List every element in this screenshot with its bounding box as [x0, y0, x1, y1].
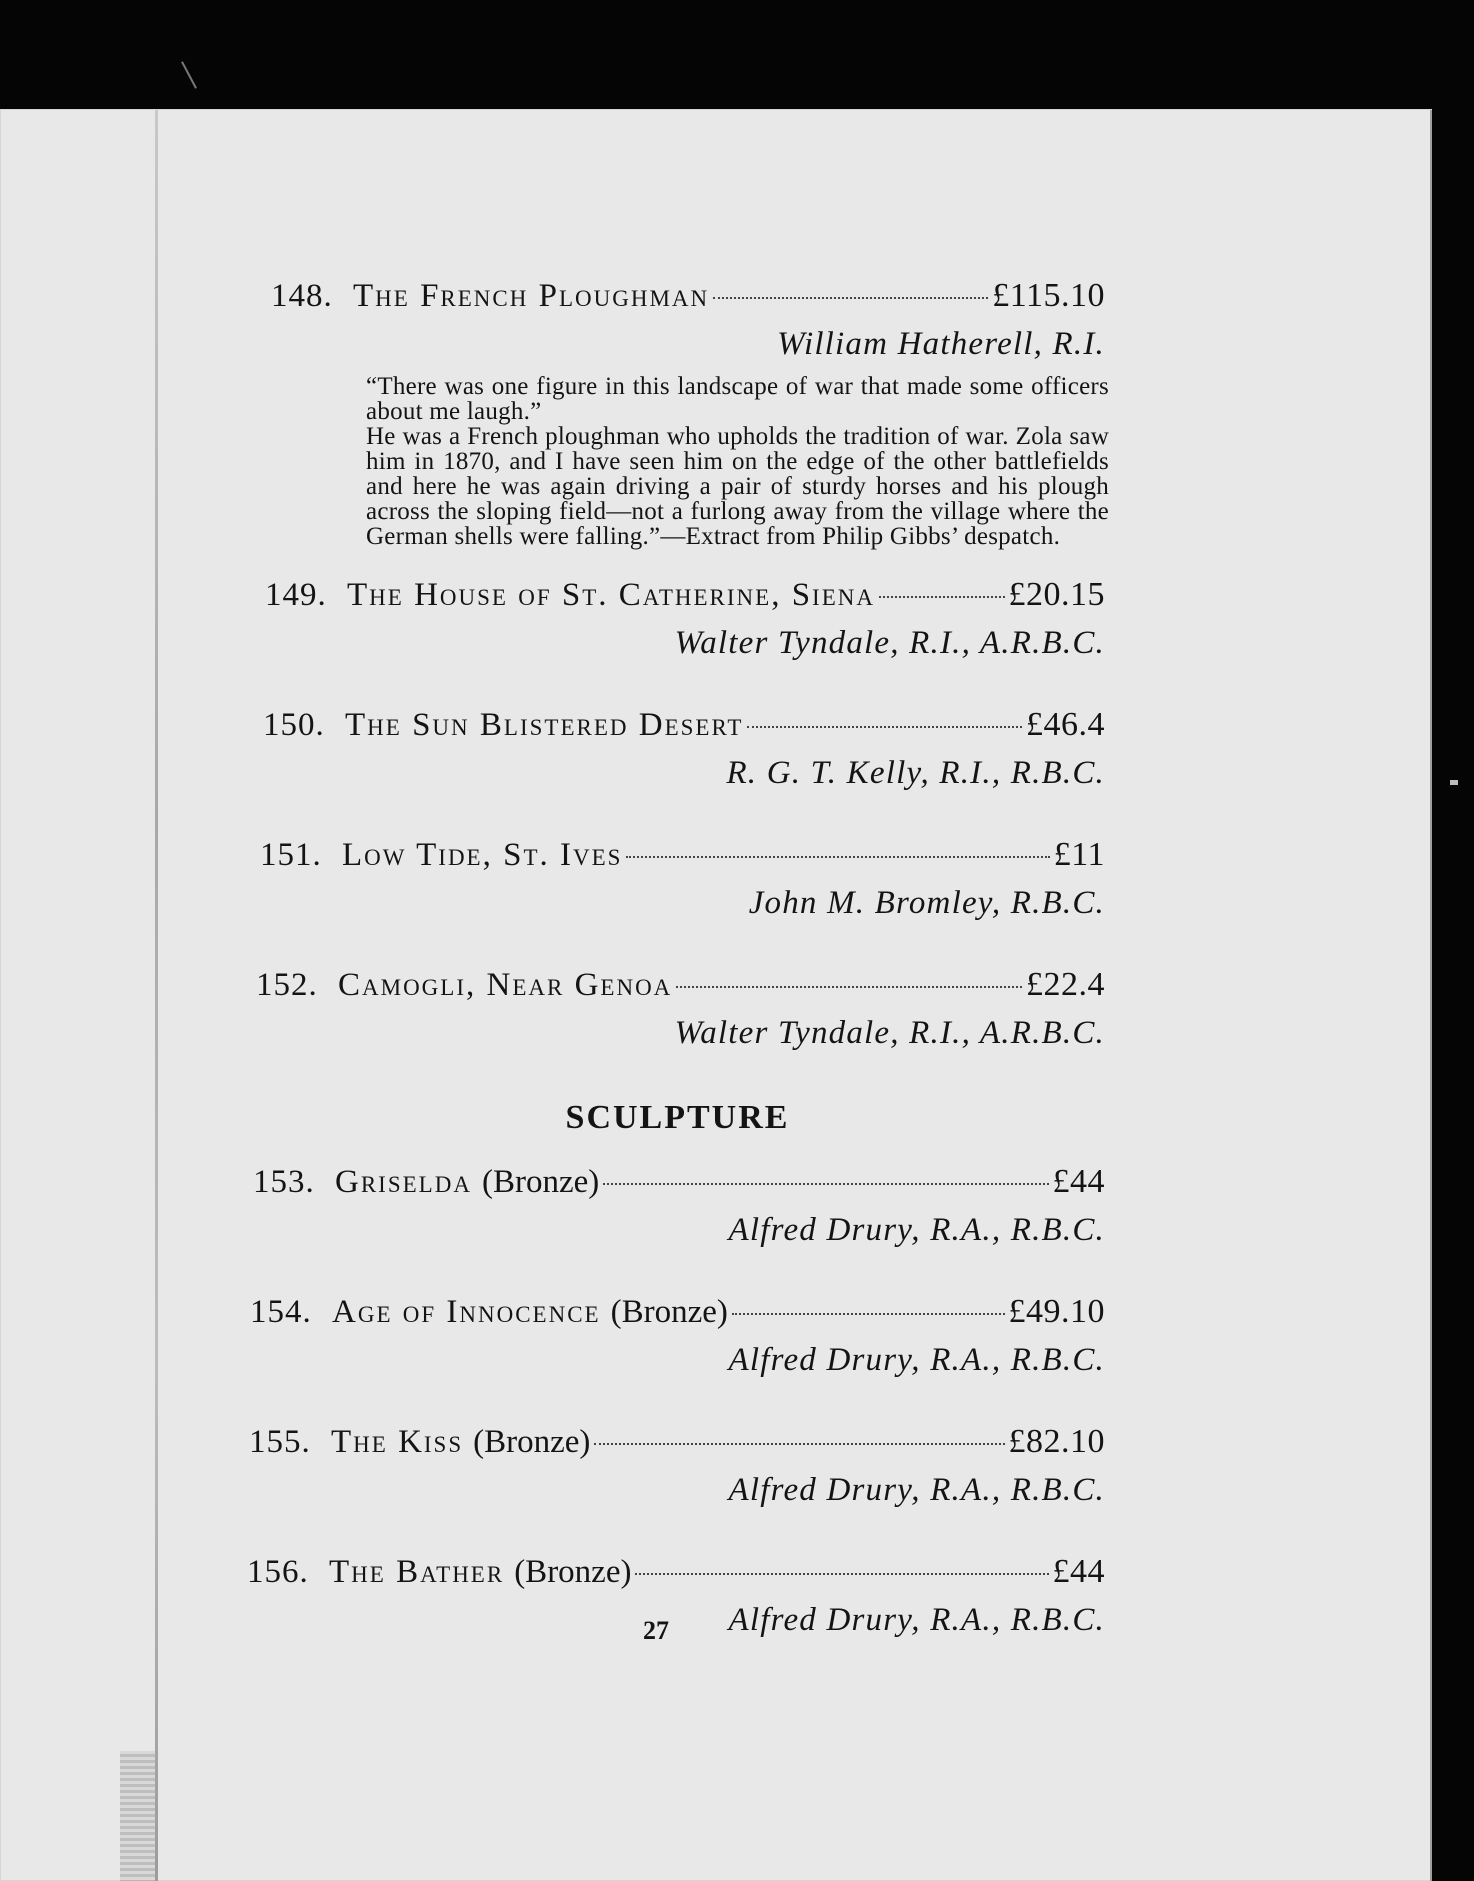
artist-name: Alfred Drury, R.A., R.B.C. [728, 1212, 1105, 1248]
catalog-entry-151 [260, 831, 1105, 927]
artwork-title: The Sun Blistered Desert [345, 707, 744, 743]
entry-title-line [249, 1418, 1105, 1466]
entry-title-line [271, 272, 1105, 320]
page-gutter [155, 110, 158, 1881]
artwork-price: £44 [1052, 1163, 1105, 1200]
entry-title-line [250, 1288, 1105, 1336]
catalog-entry-149 [265, 571, 1105, 667]
catalog-entry-150 [263, 701, 1105, 797]
price-leader-dots [603, 1181, 1048, 1185]
scan-artifact-mark [181, 61, 197, 88]
artwork-title: The Kiss [331, 1424, 464, 1460]
page-right-edge [1430, 110, 1432, 1881]
quote-paragraph: “There was one figure in this landscape of war that made some officers about me laugh.” [366, 373, 1109, 425]
artwork-price: £44 [1052, 1553, 1105, 1590]
medium-label: (Bronze) [473, 1424, 591, 1460]
section-heading: SCULPTURE [565, 1099, 790, 1136]
artwork-title: The French Ploughman [353, 278, 710, 314]
artwork-title: The House of St. Catherine, Siena [347, 577, 875, 613]
quote-paragraph: He was a French ploughman who upholds the tradition of war. Zola saw him in 1870, and I have seen him on the edge of the other battlefields and here he was again driving a pair of sturdy horses and his plough across the sloping field—not a furlong away from the village where the German shells were falling.”—Extract from Philip Gibbs’ despatch. [366, 423, 1109, 550]
entry-number: 154. [250, 1294, 312, 1330]
medium-label: (Bronze) [514, 1554, 632, 1590]
price-leader-dots [879, 594, 1005, 598]
price-leader-dots [626, 854, 1049, 858]
catalog-entry-153 [253, 1158, 1105, 1254]
scan-noise [120, 1751, 155, 1881]
price-leader-dots [747, 724, 1022, 728]
price-leader-dots [732, 1311, 1005, 1315]
artwork-title: Age of Innocence [332, 1294, 601, 1330]
artist-name: R. G. T. Kelly, R.I., R.B.C. [726, 755, 1105, 791]
entry-title-line [256, 961, 1105, 1009]
catalog-entry-154 [250, 1288, 1105, 1384]
artist-name: Alfred Drury, R.A., R.B.C. [728, 1602, 1105, 1638]
artwork-price: £11 [1053, 836, 1105, 873]
artwork-price: £49.10 [1008, 1293, 1105, 1330]
medium-label: (Bronze) [481, 1164, 600, 1200]
entry-number: 151. [260, 837, 322, 873]
artwork-price: £115.10 [992, 277, 1105, 314]
catalog-entry-148 [271, 272, 1109, 550]
margin-mark [1450, 780, 1458, 785]
catalog-entry-152 [256, 961, 1105, 1057]
artist-name: William Hatherell, R.I. [777, 326, 1105, 362]
artwork-title: Low Tide, St. Ives [342, 837, 623, 873]
price-leader-dots [635, 1571, 1048, 1575]
artwork-title: Camogli, Near Genoa [338, 967, 673, 1003]
catalog-entry-155 [249, 1418, 1105, 1514]
entry-title-line [263, 701, 1105, 749]
artwork-price: £82.10 [1008, 1423, 1105, 1460]
medium-label: (Bronze) [610, 1294, 728, 1330]
price-leader-dots [594, 1441, 1004, 1445]
entry-number: 150. [263, 707, 325, 743]
artist-name: Walter Tyndale, R.I., A.R.B.C. [674, 625, 1105, 661]
artist-name: Alfred Drury, R.A., R.B.C. [728, 1472, 1105, 1508]
entry-number: 152. [256, 967, 318, 1003]
artwork-price: £22.4 [1026, 966, 1105, 1003]
entry-title-line [260, 831, 1105, 879]
artwork-price: £20.15 [1008, 576, 1105, 613]
entry-number: 156. [247, 1554, 309, 1590]
artwork-title: The Bather [329, 1554, 505, 1590]
artist-name: Alfred Drury, R.A., R.B.C. [728, 1342, 1105, 1378]
catalog-content [247, 272, 1109, 1678]
artwork-quote [366, 374, 1109, 549]
entry-title-line [253, 1158, 1105, 1206]
entry-title-line [247, 1548, 1105, 1596]
entry-number: 153. [253, 1164, 315, 1200]
price-leader-dots [676, 984, 1022, 988]
artist-name: Walter Tyndale, R.I., A.R.B.C. [674, 1015, 1105, 1051]
price-leader-dots [713, 295, 988, 299]
entry-title-line [265, 571, 1105, 619]
artist-name: John M. Bromley, R.B.C. [748, 885, 1105, 921]
page-number: 27 [643, 1616, 669, 1645]
entry-number: 148. [271, 278, 333, 314]
entry-number: 149. [265, 577, 327, 613]
entry-number: 155. [249, 1424, 311, 1460]
artwork-title: Griselda [335, 1164, 472, 1200]
artwork-price: £46.4 [1026, 706, 1105, 743]
